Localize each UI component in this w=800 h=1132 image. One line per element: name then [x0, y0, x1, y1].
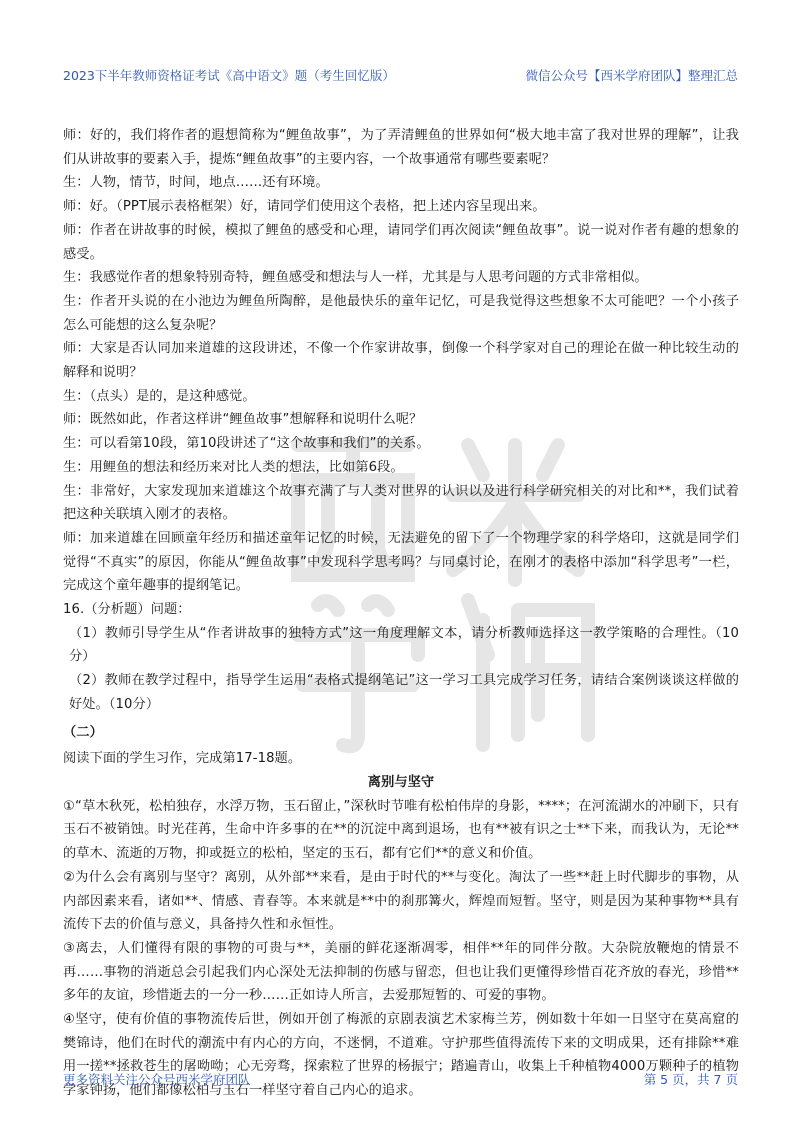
- dialogue-line: 师：大家是否认同加来道雄的这段讲述，不像一个作家讲故事，倒像一个科学家对自己的理论在做一种比较生动的解释和说明？: [63, 341, 739, 381]
- page-number: 第 5 页，共 7 页: [643, 1072, 738, 1087]
- question-16-title: 16.（分析题）问题：: [63, 602, 191, 618]
- dialogue-line: 师：好的，我们将作者的遐想简称为“鲤鱼故事”，为了弄清鲤鱼的世界如何“极大地丰富了我对世界的理解”，让我们从讲故事的要素入手，提炼“鲤鱼故事”的主要内容，一个故事通常有哪些要素呢？: [63, 128, 739, 167]
- dialogue-line: 生：非常好，大家发现加来道雄这个故事充满了与人类对世界的认识以及进行科学研究相关的对比和**，我们试着把这种关联填入刚才的表格。: [63, 483, 739, 523]
- essay-title: 离别与坚守: [367, 774, 435, 790]
- dialogue-line: 生：可以看第10段，第10段讲述了“这个故事和我们”的关系。: [63, 436, 430, 452]
- header-source: 微信公众号【西米学府团队】整理汇总: [525, 68, 738, 83]
- essay-paragraph-1: ①“草木秋死，松柏独存，水浮万物，玉石留止，”深秋时节唯有松柏伟岸的身影，****；在河流湖水的冲刷下，只有玉石不被销蚀。时光荏苒，生命中许多事的在**的沉淀中离到退场，也有**被有识之士**下来，而我认为，无论**的草木、流逝的万物，抑或挺立的松柏，坚定的玉石，都有它们**的意义和价值。: [63, 798, 739, 862]
- essay-paragraph-2: ②为什么会有离别与坚守？离别，从外部**来看，是由于时代的**与变化。淘汰了一些**赶上时代脚步的事物，从内部因素来看，诸如**、情感、青春等。本来就是**中的刹那篝火，辉煌而短暂。坚守，则是因为某种事物**具有流传下去的价值与意义，具备持久性和永恒性。: [63, 869, 739, 933]
- document-body: [63, 124, 739, 1103]
- dialogue-line: 师：加来道雄在回顾童年经历和描述童年记忆的时候，无法避免的留下了一个物理学家的科学烙印，这就是同学们觉得“不真实”的原因，你能从“鲤鱼故事”中发现科学思考吗？与同桌讨论，在刚才的表格中添加“科学思考”一栏，完成这个童年趣事的提纲笔记。: [63, 530, 739, 594]
- dialogue-line: 师：既然如此，作者这样讲“鲤鱼故事”想解释和说明什么呢？: [63, 412, 423, 428]
- question-16-item-1: （1）教师引导学生从“作者讲故事的独特方式”这一角度理解文本，请分析教师选择这一教学策略的合理性。（10分）: [69, 625, 739, 665]
- dialogue-line: 生：我感觉作者的想象特别奇特，鲤鱼感受和想法与人一样，尤其是与人思考问题的方式非常相似。: [63, 270, 648, 286]
- question-16-item-2: （2）教师在教学过程中，指导学生运用“表格式提纲笔记”这一学习工具完成学习任务，请结合案例谈谈这样做的好处。（10分）: [69, 673, 739, 712]
- dialogue-line: 生：人物，情节，时间，地点……还有环境。: [63, 175, 329, 191]
- dialogue-line: 生：（点头）是的，是这种感觉。: [63, 388, 256, 404]
- footer-promo: 更多资料关注公众号西米学府团队: [63, 1072, 251, 1087]
- dialogue-line: 师：好。（PPT展示表格框架）好，请同学们使用这个表格，把上述内容呈现出来。: [63, 199, 546, 215]
- header-exam-title: 2023下半年教师资格证考试《高中语文》题（考生回忆版）: [63, 68, 395, 83]
- essay-paragraph-3: ③离去，人们懂得有限的事物的可贵与**，美丽的鲜花逐渐凋零，相伴**年的同伴分散。大杂院放鞭炮的情景不再……事物的消逝总会引起我们内心深处无法抑制的伤感与留恋，但也让我们更懂得珍惜百花齐放的春光，珍惜**多年的友谊，珍惜逝去的一分一秒……正如诗人所言，去爱那短暂的、可爱的事物。: [63, 940, 739, 1004]
- section-heading: （二）: [63, 724, 103, 740]
- dialogue-line: 生：用鲤鱼的想法和经历来对比人类的想法，比如第6段。: [63, 459, 404, 475]
- dialogue-line: 生：作者开头说的在小池边为鲤鱼所陶醉，是他最快乐的童年记忆，可是我觉得这些想象不太可能吧？一个小孩子怎么可能想的这么复杂呢？: [63, 293, 739, 333]
- dialogue-line: 师：作者在讲故事的时候，模拟了鲤鱼的感受和心理，请同学们再次阅读“鲤鱼故事”。说一说对作者有趣的想象的感受。: [63, 222, 739, 262]
- section-instruction: 阅读下面的学生习作，完成第17-18题。: [63, 751, 302, 767]
- essay-paragraph-4: ④坚守，使有价值的事物流传后世，例如开创了梅派的京剧表演艺术家梅兰芳，例如数十年如一日坚守在莫高窟的樊锦诗，他们在时代的潮流中有内心的方向，不迷惘，不道难。守护那些值得流传下来的文明成果，还有排除**难用一搓**拯救苍生的屠呦呦；心无旁骛，探索粒了世界的杨振宁；踏遍青山，收集上千种植物4000万颗种子的植物学家钟扬，他们都像松柏与玉石一样坚守着自己内心的追求。: [63, 1012, 739, 1099]
